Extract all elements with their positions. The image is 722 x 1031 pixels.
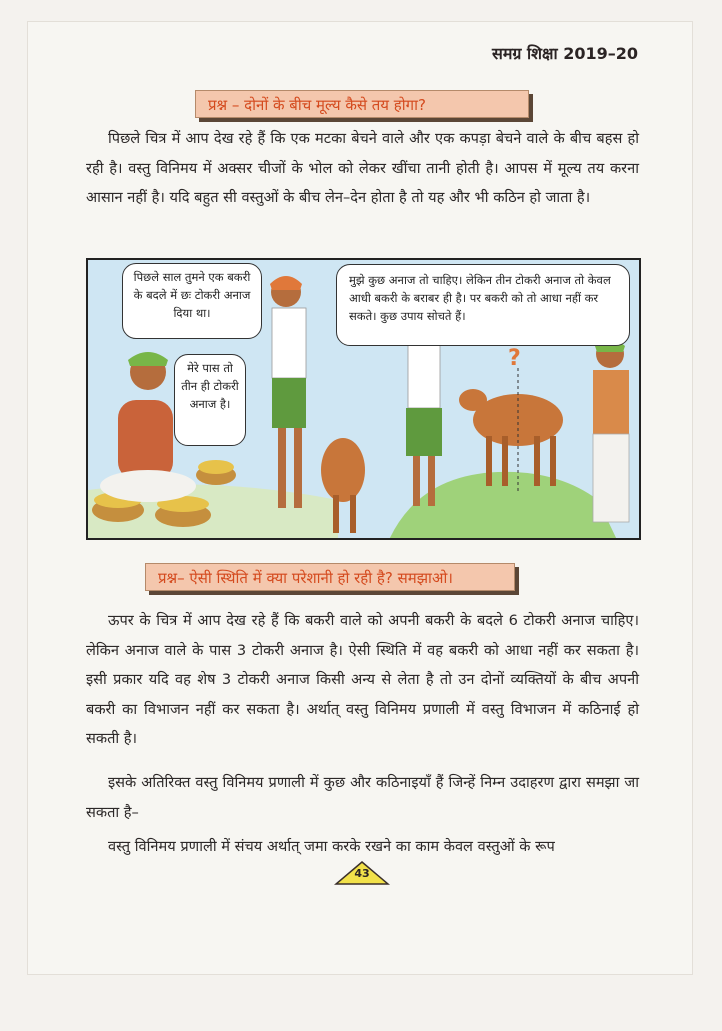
speech-bubble-six-baskets: पिछले साल तुमने एक बकरी के बदले में छः टोकरी अनाज दिया था।	[122, 263, 262, 339]
paragraph-divisibility	[86, 606, 639, 754]
barter-illustration	[86, 258, 641, 540]
paragraph-storage	[86, 832, 639, 862]
question-box-value: प्रश्न – दोनों के बीच मूल्य कैसे तय होगा?	[195, 90, 529, 118]
speech-bubble-half-goat: मुझे कुछ अनाज तो चाहिए। लेकिन तीन टोकरी अनाज तो केवल आधी बकरी के बराबर ही है। पर बकरी को तो आधा नहीं कर सकते। कुछ उपाय सोचते हैं।	[336, 264, 630, 346]
paragraph-text: पिछले चित्र में आप देख रहे हैं कि एक मटका बेचने वाले और एक कपड़ा बेचने वाले के बीच बहस हो रही है। वस्तु विनिमय में अक्सर चीजों के भोल को लेकर खींचा तानी होती है। आपस में मूल्य तय करना आसान नहीं है। यदि बहुत सी वस्तुओं के बीच लेन–देन होता है तो यह और भी कठिन हो जाता है।	[86, 130, 639, 206]
goat-owner-figure	[270, 276, 306, 508]
question-box-problem: प्रश्न– ऐसी स्थिति में क्या परेशानी हो रही है? समझाओ।	[145, 563, 515, 591]
speech-bubble-three-baskets: मेरे पास तो तीन ही टोकरी अनाज है।	[174, 354, 246, 446]
paragraph-text: वस्तु विनिमय प्रणाली में संचय अर्थात् जमा करके रखने का काम केवल वस्तुओं के रूप	[108, 838, 555, 855]
question-mark: ?	[508, 346, 521, 371]
page-number: 43	[354, 867, 370, 880]
right-man-figure	[593, 339, 629, 522]
paragraph-text: इसके अतिरिक्त वस्तु विनिमय प्रणाली में कुछ और कठिनाइयाँ हैं जिन्हें निम्न उदाहरण द्वारा समझा जा सकता है–	[86, 774, 639, 821]
page-header: समग्र शिक्षा 2019–20	[492, 44, 638, 63]
page-number-badge	[334, 860, 390, 886]
paragraph-more-difficulties	[86, 768, 639, 827]
paragraph-barter-dispute	[86, 124, 639, 213]
paragraph-text: ऊपर के चित्र में आप देख रहे हैं कि बकरी वाले को अपनी बकरी के बदले 6 टोकरी अनाज चाहिए। लेकिन अनाज वाले के पास 3 टोकरी अनाज है। ऐसी स्थिति में वह बकरी को आधा नहीं कर सकता है। इसी प्रकार यदि वह शेष 3 टोकरी अनाज किसी अन्य से लेता है तो उन दोनों व्यक्तियों के बीच अपनी बकरी का विभाजन नहीं कर सकता है। अर्थात् वस्तु विनिमय प्रणाली में वस्तु विभाजन में कठिनाई हो सकती है।	[86, 612, 639, 747]
